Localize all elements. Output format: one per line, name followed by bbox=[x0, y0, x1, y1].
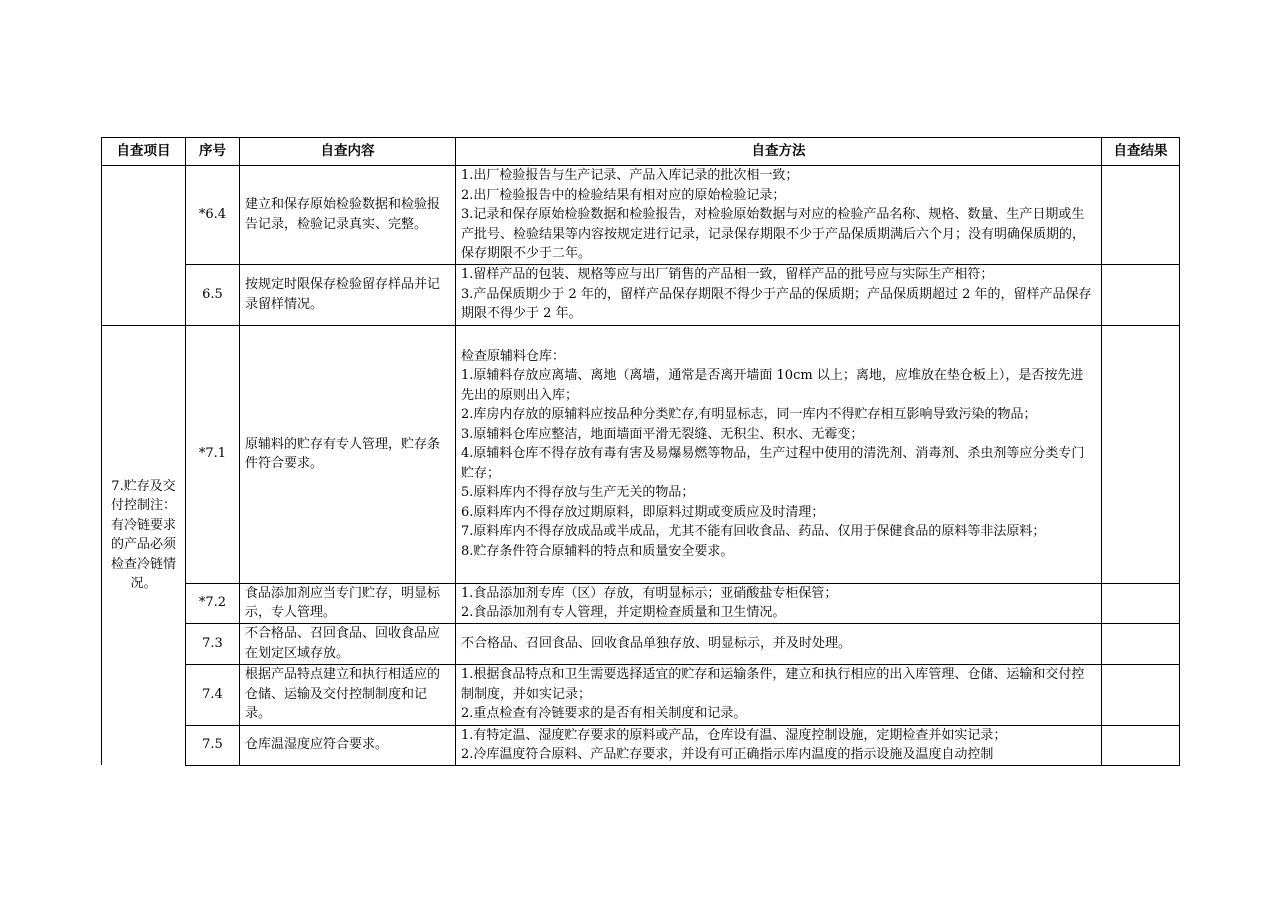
row-method bbox=[456, 623, 1102, 664]
method-line: 2.食品添加剂有专人管理，并定期检查质量和卫生情况。 bbox=[461, 605, 786, 620]
row-result bbox=[1102, 264, 1180, 325]
method-line: 3.记录和保存原始检验数据和检验报告，对检验原始数据与对应的检验产品名称、规格、数量、生产日期或生产批号、检验结果等内容按规定进行记录，记录保存期限不少于产品保质期满后六个月；没有明确保质期的，保存期限不少于二年。 bbox=[461, 207, 1086, 261]
category-cell bbox=[102, 325, 186, 765]
method-line: 1.留样产品的包装、规格等应与出厂销售的产品相一致，留样产品的批号应与实际生产相符； bbox=[461, 267, 994, 283]
row-result bbox=[1102, 725, 1180, 765]
method-line: 1.原辅料存放应离墙、离地（离墙，通常是否离开墙面 10cm 以上；离地，应堆放在垫仓板上），是否按先进先出的原则出入库； bbox=[461, 368, 1084, 403]
table-row bbox=[102, 623, 1180, 664]
row-result bbox=[1102, 325, 1180, 583]
self-check-table bbox=[101, 137, 1180, 766]
header-content: 自查内容 bbox=[240, 138, 456, 166]
header-number: 序号 bbox=[186, 138, 240, 166]
row-content: 不合格品、召回食品、回收食品应在划定区域存放。 bbox=[240, 623, 456, 664]
category-label: 7.贮存及交付控制注：有冷链要求的产品必须检查冷链情况。 bbox=[110, 478, 176, 592]
row-method bbox=[456, 325, 1102, 583]
row-method bbox=[456, 166, 1102, 265]
method-line: 3.原辅料仓库应整洁，地面墙面平滑无裂缝、无积尘、积水、无霉变； bbox=[461, 426, 864, 442]
row-result bbox=[1102, 664, 1180, 725]
table-row bbox=[102, 664, 1180, 725]
row-number: *7.1 bbox=[186, 325, 240, 583]
header-category: 自查项目 bbox=[102, 138, 186, 166]
row-method bbox=[456, 725, 1102, 765]
row-number: 7.3 bbox=[186, 623, 240, 664]
table-row bbox=[102, 725, 1180, 765]
row-method bbox=[456, 583, 1102, 623]
row-result bbox=[1102, 623, 1180, 664]
method-line: 1.食品添加剂专库（区）存放，有明显标示；亚硝酸盐专柜保管； bbox=[461, 585, 838, 601]
row-content: 根据产品特点建立和执行相适应的仓储、运输及交付控制制度和记录。 bbox=[240, 664, 456, 725]
method-line: 不合格品、召回食品、回收食品单独存放、明显标示，并及时处理。 bbox=[461, 635, 852, 651]
row-result bbox=[1102, 166, 1180, 265]
row-content: 建立和保存原始检验数据和检验报告记录，检验记录真实、完整。 bbox=[240, 166, 456, 265]
header-result: 自查结果 bbox=[1102, 138, 1180, 166]
method-line: 2.出厂检验报告中的检验结果有相对应的原始检验记录； bbox=[461, 187, 786, 203]
method-line: 3.产品保质期少于 2 年的，留样产品保存期限不得少于产品的保质期；产品保质期超过 2 年的，留样产品保存期限不得少于 2 年。 bbox=[461, 286, 1092, 322]
method-line: 8.贮存条件符合原辅料的特点和质量安全要求。 bbox=[461, 543, 734, 559]
table-row bbox=[102, 325, 1180, 583]
method-line: 6.原料库内不得存放过期原料，即原料过期或变质应及时清理； bbox=[461, 504, 825, 520]
row-content: 按规定时限保存检验留存样品并记录留样情况。 bbox=[240, 264, 456, 325]
method-line: 4.原辅料仓库不得存放有毒有害及易爆易燃等物品，生产过程中使用的清洗剂、消毒剂、杀虫剂等应分类专门贮存； bbox=[461, 446, 1085, 481]
method-line: 检查原辅料仓库： bbox=[461, 348, 566, 364]
table-row bbox=[102, 166, 1180, 265]
row-number: *6.4 bbox=[186, 166, 240, 265]
row-method bbox=[456, 664, 1102, 725]
row-number: 7.4 bbox=[186, 664, 240, 725]
method-line: 2.冷库温度符合原料、产品贮存要求，并设有可正确指示库内温度的指示设施及温度自动控制 bbox=[461, 747, 994, 762]
method-line: 2.重点检查有冷链要求的是否有相关制度和记录。 bbox=[461, 706, 747, 722]
row-content: 食品添加剂应当专门贮存，明显标示，专人管理。 bbox=[240, 583, 456, 623]
category-cell-empty bbox=[102, 166, 186, 326]
row-content: 仓库温湿度应符合要求。 bbox=[240, 725, 456, 765]
row-result bbox=[1102, 583, 1180, 623]
method-line: 1.出厂检验报告与生产记录、产品入库记录的批次相一致； bbox=[461, 168, 799, 183]
row-number: *7.2 bbox=[186, 583, 240, 623]
row-content: 原辅料的贮存有专人管理，贮存条件符合要求。 bbox=[240, 325, 456, 583]
table-header-row bbox=[102, 138, 1180, 166]
row-number: 7.5 bbox=[186, 725, 240, 765]
method-line: 5.原料库内不得存放与生产无关的物品； bbox=[461, 485, 695, 501]
header-method: 自查方法 bbox=[456, 138, 1102, 166]
method-line: 7.原料库内不得存放成品或半成品，尤其不能有回收食品、药品、仅用于保健食品的原料等非法原料； bbox=[461, 524, 1046, 540]
method-line: 1.根据食品特点和卫生需要选择适宜的贮存和运输条件，建立和执行相应的出入库管理、仓储、运输和交付控制制度，并如实记录； bbox=[461, 667, 1085, 702]
row-number: 6.5 bbox=[186, 264, 240, 325]
row-method bbox=[456, 264, 1102, 325]
method-line: 1.有特定温、湿度贮存要求的原料或产品，仓库设有温、湿度控制设施，定期检查并如实记录； bbox=[461, 727, 1007, 743]
table-row bbox=[102, 583, 1180, 623]
method-line: 2.库房内存放的原辅料应按品种分类贮存,有明显标志，同一库内不得贮存相互影响导致污染的物品； bbox=[461, 407, 1037, 423]
table-row bbox=[102, 264, 1180, 325]
